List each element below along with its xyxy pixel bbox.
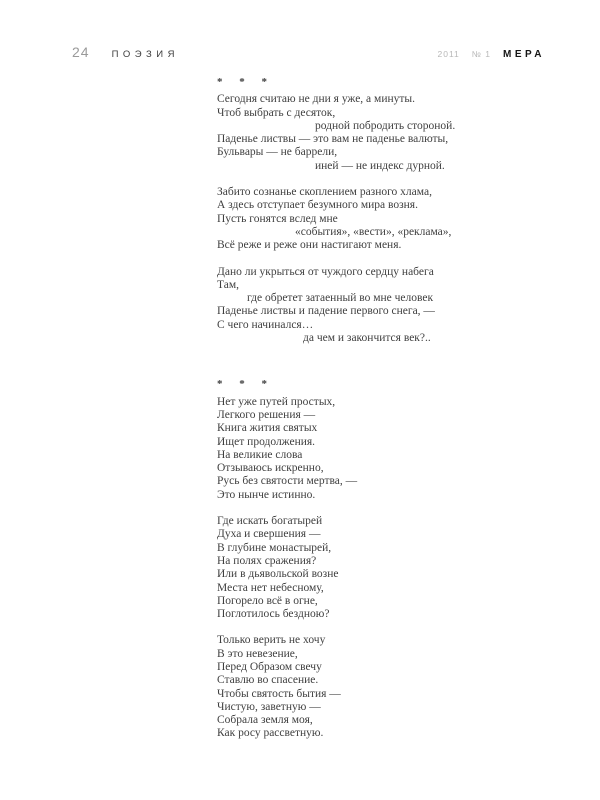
poem-line: Дано ли укрыться от чуждого сердцу набега bbox=[217, 265, 434, 278]
poem-line: Всё реже и реже они настигают меня. bbox=[217, 239, 402, 252]
poem-line: Забито сознанье скоплением разного хлама, bbox=[217, 186, 432, 199]
running-head-right bbox=[437, 49, 545, 60]
poem-line: С чего начинался… bbox=[217, 318, 314, 331]
stanza bbox=[217, 266, 547, 346]
stanza bbox=[217, 634, 547, 740]
poem-line: Отзываюсь искренно, bbox=[217, 462, 324, 475]
stanza bbox=[217, 515, 547, 621]
poem-line: Где искать богатырей bbox=[217, 515, 323, 528]
poem-line: иней — не индекс дурной. bbox=[315, 159, 445, 172]
poem bbox=[217, 378, 547, 740]
poem-line: Русь без святости мертва, — bbox=[217, 475, 358, 488]
poem-line: Ставлю во спасение. bbox=[217, 674, 319, 687]
page-number: 24 bbox=[72, 44, 90, 60]
stanza bbox=[217, 396, 547, 502]
running-head-left bbox=[72, 44, 179, 60]
poem-line: где обретет затаенный во мне человек bbox=[247, 292, 434, 305]
poem-line: Места нет небесному, bbox=[217, 581, 324, 594]
poem-line: В глубине монастырей, bbox=[217, 541, 332, 554]
poem-line: Собрала земля моя, bbox=[217, 714, 313, 727]
poem-line: Это нынче истинно. bbox=[217, 488, 316, 501]
poem-line: Ищет продолжения. bbox=[217, 435, 316, 448]
running-head bbox=[72, 44, 545, 60]
journal-year: 2011 bbox=[437, 49, 460, 59]
poem-line: Легкого решения — bbox=[217, 408, 316, 421]
poem-line: Только верить не хочу bbox=[217, 634, 326, 647]
poem-line: Погорело всё в огне, bbox=[217, 594, 318, 607]
poem-line: Чтобы святость бытия — bbox=[217, 687, 341, 700]
poem-line: Паденье листвы и падение первого снега, — bbox=[217, 305, 435, 318]
poem-line: Чтоб выбрать с десяток, bbox=[217, 106, 336, 119]
poem bbox=[217, 76, 547, 345]
stanza bbox=[217, 186, 547, 252]
poem-line: Перед Образом свечу bbox=[217, 660, 322, 673]
poem-line: Пусть гонятся вслед мне bbox=[217, 212, 338, 225]
poem-line: Нет уже путей простых, bbox=[217, 395, 336, 408]
section-title: ПОЭЗИЯ bbox=[111, 49, 179, 60]
poem-line: Бульвары — не баррели, bbox=[217, 146, 338, 159]
poem-line: Чистую, заветную — bbox=[217, 700, 321, 713]
poem-marker: * * * bbox=[217, 76, 274, 88]
poems-column bbox=[217, 76, 547, 774]
poem-line: родной побродить стороной. bbox=[315, 119, 456, 132]
poem-line: Там, bbox=[217, 278, 239, 291]
poem-line: Как росу рассветную. bbox=[217, 727, 324, 740]
poem-line: А здесь отступает безумного мира возня. bbox=[217, 199, 418, 212]
poem-line: Духа и свершения — bbox=[217, 528, 321, 541]
poem-marker: * * * bbox=[217, 378, 274, 391]
journal-issue: № 1 bbox=[471, 49, 491, 59]
journal-title: МЕРА bbox=[502, 49, 545, 60]
poem-line: На полях сражения? bbox=[217, 554, 317, 567]
poem-line: Книга жития святых bbox=[217, 422, 318, 435]
poem-line: Или в дьявольской возне bbox=[217, 568, 339, 581]
poem-line: На великие слова bbox=[217, 448, 303, 461]
poem-line: «события», «вести», «реклама», bbox=[295, 225, 452, 238]
stanza bbox=[217, 93, 547, 173]
poem-line: Поглотилось бездною? bbox=[217, 608, 330, 621]
poem-line: В это невезение, bbox=[217, 647, 298, 660]
poem-line: да чем и закончится век?.. bbox=[303, 332, 431, 345]
poem-line: Паденье листвы — это вам не паденье валюты, bbox=[217, 133, 449, 146]
poem-line: Сегодня считаю не дни я уже, а минуты. bbox=[217, 93, 416, 106]
